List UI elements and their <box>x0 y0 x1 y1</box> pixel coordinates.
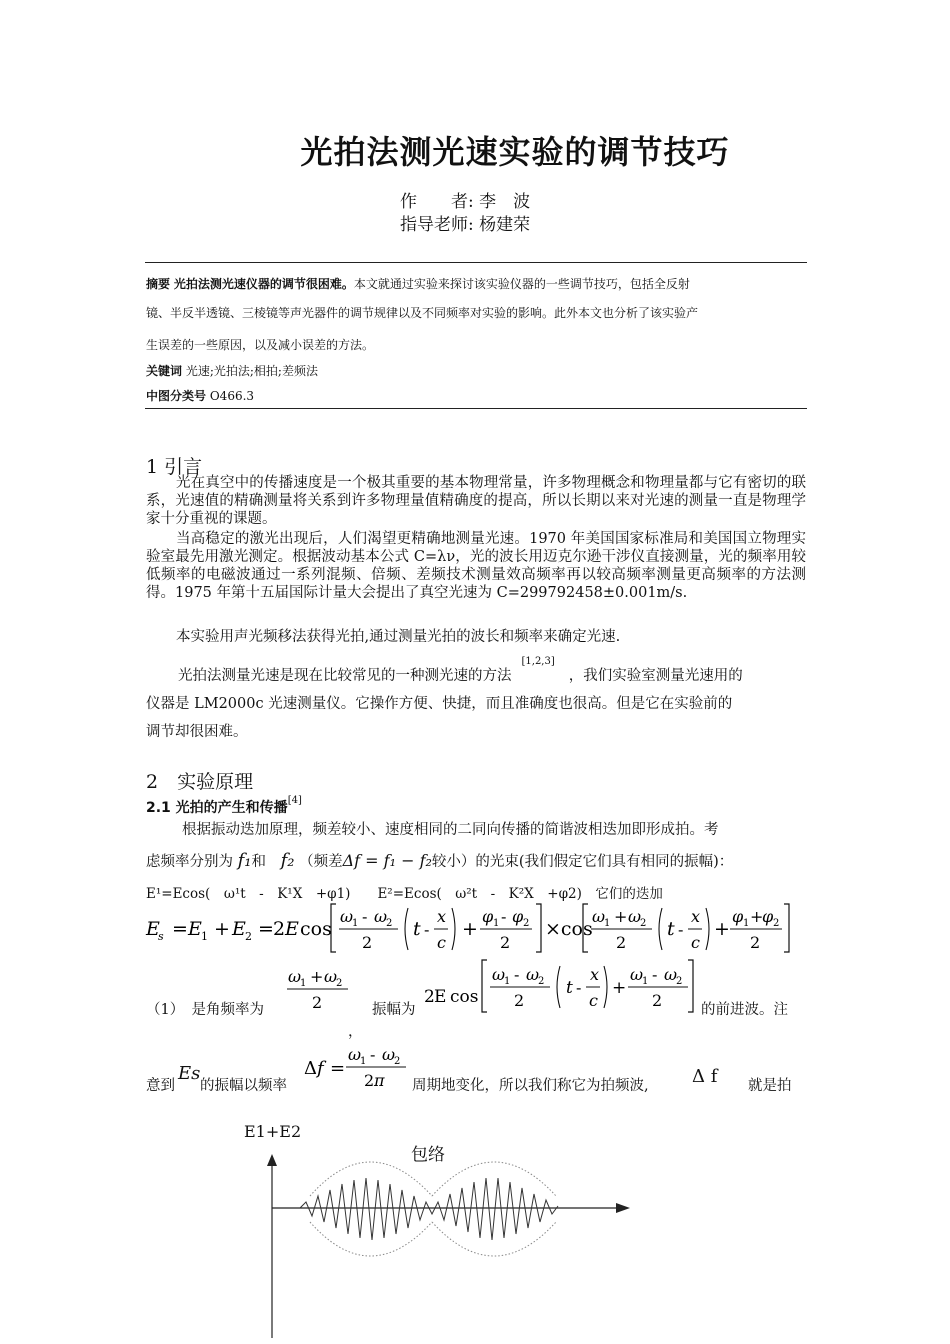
citation-1-2-3: [1,2,3] <box>521 656 555 667</box>
top-rule <box>145 262 807 263</box>
envelope-upper-2 <box>432 1162 556 1196</box>
angular-frequency-fraction <box>282 962 354 1014</box>
abstract-line-2: 镜、半反半透镜、三棱镜等声光器件的调节规律以及不同频率对实验的影响。此外本文也分析了该实验产 <box>146 306 699 320</box>
p4-text-a: 光拍法测量光速是现在比较常见的一种测光速的方法 <box>178 668 512 684</box>
svg-text:c: c <box>589 991 598 1010</box>
section-2-paragraph-3-text-c: 周期地变化，所以我们称它为拍频波, <box>412 1078 649 1094</box>
section-2-paragraph-2-text-c: 的前进波。注 <box>701 1002 788 1018</box>
svg-text:ω: ω <box>382 1045 396 1064</box>
stray-comma: ， <box>348 1024 363 1040</box>
svg-text:φ: φ <box>732 907 744 926</box>
p1-text-a: 虑频率分别为 <box>146 854 233 870</box>
abstract-lead: 光拍法测光速仪器的调节很困难。 <box>173 277 354 291</box>
envelope-label: 包络 <box>411 1145 445 1165</box>
p1-text-d: 较小）的光束(我们假定它们具有相同的振幅)： <box>431 854 734 870</box>
subsection-title: 2.1 光拍的产生和传播 <box>146 800 288 816</box>
svg-text:2: 2 <box>364 1071 375 1090</box>
svg-text:2: 2 <box>640 918 647 929</box>
section-1-paragraph-4-line-1 <box>178 656 743 685</box>
svg-text:2: 2 <box>336 978 343 989</box>
svg-text:2: 2 <box>424 987 435 1007</box>
envelope-upper-1 <box>310 1162 432 1196</box>
f2-symbol: f₂ <box>280 850 295 871</box>
svg-text:×cos: ×cos <box>545 918 593 940</box>
classification <box>146 389 806 405</box>
svg-text:ω: ω <box>664 965 678 984</box>
svg-text:ω: ω <box>630 965 644 984</box>
advisor-name: 杨建荣 <box>479 215 531 235</box>
svg-text:=: = <box>172 918 188 940</box>
section-2-paragraph-2-text-a: （1） 是角频率为 <box>146 1002 264 1018</box>
citation-4: [4] <box>287 795 302 806</box>
svg-text:2: 2 <box>773 918 780 929</box>
svg-text:1: 1 <box>642 976 649 987</box>
svg-text:2: 2 <box>386 918 393 929</box>
svg-text:t: t <box>413 918 421 940</box>
section-2-paragraph-1-line-2 <box>146 850 733 871</box>
beat-wave-figure <box>240 1150 640 1340</box>
svg-text:-: - <box>652 965 658 984</box>
svg-text:2: 2 <box>394 1056 401 1067</box>
svg-text:f: f <box>317 1058 324 1079</box>
section-1-paragraph-1: 光在真空中的传播速度是一个极其重要的基本物理常量，许多物理概念和物理量都与它有密切的联系，光速值的精确测量将关系到许多物理量值精确度的提高，所以长期以来对光速的测量一直是物理学家十分重视的课题。 <box>146 475 806 527</box>
section-1-heading: 1 引言 <box>146 456 203 478</box>
keywords-text: 光速;光拍法;相拍;差频法 <box>185 364 318 378</box>
section-2-paragraph-3-text-d: 就是拍 <box>748 1078 792 1094</box>
svg-text:π: π <box>374 1071 385 1090</box>
svg-text:+: + <box>750 907 764 926</box>
section-1-paragraph-2: 当高稳定的激光出现后，人们渴望更精确地测量光速。1970 年美国国家标准局和美国国立物理实验室最先用激光测定。根据波动基本公式 C=λν，光的波长用迈克尔逊干涉仪直接测量，光的频率用较低频率的电磁波通过一系列混频、倍频、差频技术测量效高频率再以较高频率测量更高频率的方法测得。1975 年第十五届国际计量大会提出了真空光速为 C=299792458±0.001m/s. <box>146 531 806 601</box>
svg-text:t: t <box>667 918 675 940</box>
classification-label: 中图分类号 <box>146 389 207 403</box>
section-2-paragraph-3-text-b: 的振幅以频率 <box>200 1078 287 1094</box>
svg-text:2: 2 <box>273 918 286 940</box>
bottom-rule <box>145 408 807 409</box>
abstract-line-1 <box>146 277 806 293</box>
svg-text:2: 2 <box>616 933 627 952</box>
advisor-label: 指导老师: <box>400 215 474 235</box>
svg-text:cos: cos <box>450 987 479 1007</box>
paper-title: 光拍法测光速实验的调节技巧 <box>300 133 730 171</box>
svg-text:c: c <box>437 933 446 952</box>
beat-frequency-equation <box>302 1040 412 1092</box>
svg-text:2: 2 <box>652 991 663 1010</box>
svg-text:ω: ω <box>348 1045 362 1064</box>
f1-symbol: f₁ <box>237 850 252 871</box>
svg-text:cos: cos <box>300 918 332 940</box>
svg-text:1: 1 <box>604 918 611 929</box>
svg-text:ω: ω <box>592 907 606 926</box>
svg-text:x: x <box>691 907 701 926</box>
svg-text:1: 1 <box>300 978 307 989</box>
abstract-rest: 本文就通过实验来探讨该实验仪器的一些调节技巧，包括全反射 <box>353 277 690 291</box>
svg-text:1: 1 <box>743 918 750 929</box>
svg-text:+: + <box>310 967 324 986</box>
svg-text:2: 2 <box>676 976 683 987</box>
svg-text:2: 2 <box>500 933 511 952</box>
figure-x-arrow <box>616 1203 630 1213</box>
svg-text:-: - <box>678 920 684 939</box>
advisor-line <box>400 210 530 235</box>
svg-text:2: 2 <box>312 993 323 1012</box>
svg-text:x: x <box>437 907 447 926</box>
svg-text:E: E <box>232 918 246 940</box>
svg-text:1: 1 <box>493 918 500 929</box>
p1-text-c: （频差 <box>299 854 343 870</box>
svg-text:+: + <box>462 918 478 940</box>
section-2-paragraph-2-text-b: 振幅为 <box>372 1002 416 1018</box>
svg-text:+: + <box>714 918 730 940</box>
svg-text:2: 2 <box>750 933 761 952</box>
svg-text:=: = <box>330 1058 346 1079</box>
svg-text:-: - <box>576 978 582 997</box>
svg-text:-: - <box>362 907 368 926</box>
svg-text:-: - <box>370 1045 376 1064</box>
subsection-2-1-heading <box>146 797 302 817</box>
figure-y-label: E1+E2 <box>244 1122 302 1141</box>
svg-text:ω: ω <box>492 965 506 984</box>
superposition-equation <box>140 898 810 958</box>
beat-wave-zigzag <box>300 1178 558 1240</box>
envelope-lower-2 <box>432 1222 556 1256</box>
svg-text:ω: ω <box>628 907 642 926</box>
svg-text:2: 2 <box>523 918 530 929</box>
author-label: 作 者: <box>400 192 474 212</box>
svg-text:Δ: Δ <box>304 1058 317 1079</box>
classification-text: O466.3 <box>209 389 255 403</box>
section-2-paragraph-1-line-1: 根据振动迭加原理，频差较小、速度相同的二同向传播的简谐波相迭加即形成拍。考 <box>182 822 719 838</box>
keywords <box>146 364 806 380</box>
delta-f-definition: Δf = f₁ − f₂ <box>342 851 432 870</box>
svg-text:φ: φ <box>762 907 774 926</box>
svg-text:ω: ω <box>324 967 338 986</box>
svg-text:-: - <box>424 920 430 939</box>
Es-text: Es <box>178 1063 201 1084</box>
svg-text:2: 2 <box>538 976 545 987</box>
svg-text:E: E <box>434 987 447 1007</box>
svg-text:s: s <box>158 930 164 943</box>
svg-text:φ: φ <box>482 907 494 926</box>
Es-symbol <box>178 1063 200 1084</box>
figure-y-arrow <box>267 1154 277 1166</box>
svg-text:ω: ω <box>340 907 354 926</box>
svg-text:E: E <box>285 918 299 940</box>
svg-text:E: E <box>188 918 202 940</box>
svg-text:ω: ω <box>288 967 302 986</box>
svg-text:φ: φ <box>512 907 524 926</box>
svg-text:+: + <box>214 918 230 940</box>
keywords-label: 关键词 <box>146 364 183 378</box>
svg-text:t: t <box>566 978 573 998</box>
svg-text:1: 1 <box>352 918 359 929</box>
section-1-paragraph-4-line-2: 仪器是 LM2000c 光速测量仪。它操作方便、快捷，而且准确度也很高。但是它在实验前的 <box>146 696 733 712</box>
svg-text:1: 1 <box>201 930 208 943</box>
author-line <box>400 187 530 212</box>
p4-text-b: ，我们实验室测量光速用的 <box>568 668 743 684</box>
section-2-paragraph-3-text-a: 意到 <box>146 1078 175 1094</box>
svg-text:2: 2 <box>245 930 252 943</box>
section-1-paragraph-3: 本实验用声光频移法获得光拍,通过测量光拍的波长和频率来确定光速. <box>176 629 621 645</box>
svg-text:2: 2 <box>514 991 525 1010</box>
amplitude-expression <box>420 956 700 1016</box>
svg-text:+: + <box>614 907 628 926</box>
svg-text:x: x <box>590 965 600 984</box>
svg-text:-: - <box>514 965 520 984</box>
svg-text:+: + <box>612 978 627 998</box>
delta-f-symbol: Δ f <box>692 1066 718 1087</box>
svg-text:-: - <box>501 907 507 926</box>
svg-text:c: c <box>691 933 700 952</box>
svg-text:ω: ω <box>526 965 540 984</box>
section-1-paragraph-4-line-3: 调节却很困难。 <box>146 724 248 740</box>
svg-text:1: 1 <box>360 1056 367 1067</box>
section-2-heading: 2 实验原理 <box>146 771 254 793</box>
svg-text:1: 1 <box>504 976 511 987</box>
abstract-line-3: 生误差的一些原因，以及减小误差的方法。 <box>146 338 375 352</box>
abstract-label: 摘要 <box>146 277 171 291</box>
svg-text:E: E <box>146 918 160 940</box>
svg-text:2: 2 <box>362 933 373 952</box>
author-name: 李 波 <box>479 192 531 212</box>
svg-text:ω: ω <box>374 907 388 926</box>
p1-text-b: 和 <box>251 854 266 870</box>
wave-equations-line: E¹=Ecos( ω¹t - K¹X +φ1) E²=Ecos( ω²t - K²X +φ2) 它们的迭加 <box>146 886 663 902</box>
svg-text:=: = <box>258 918 274 940</box>
